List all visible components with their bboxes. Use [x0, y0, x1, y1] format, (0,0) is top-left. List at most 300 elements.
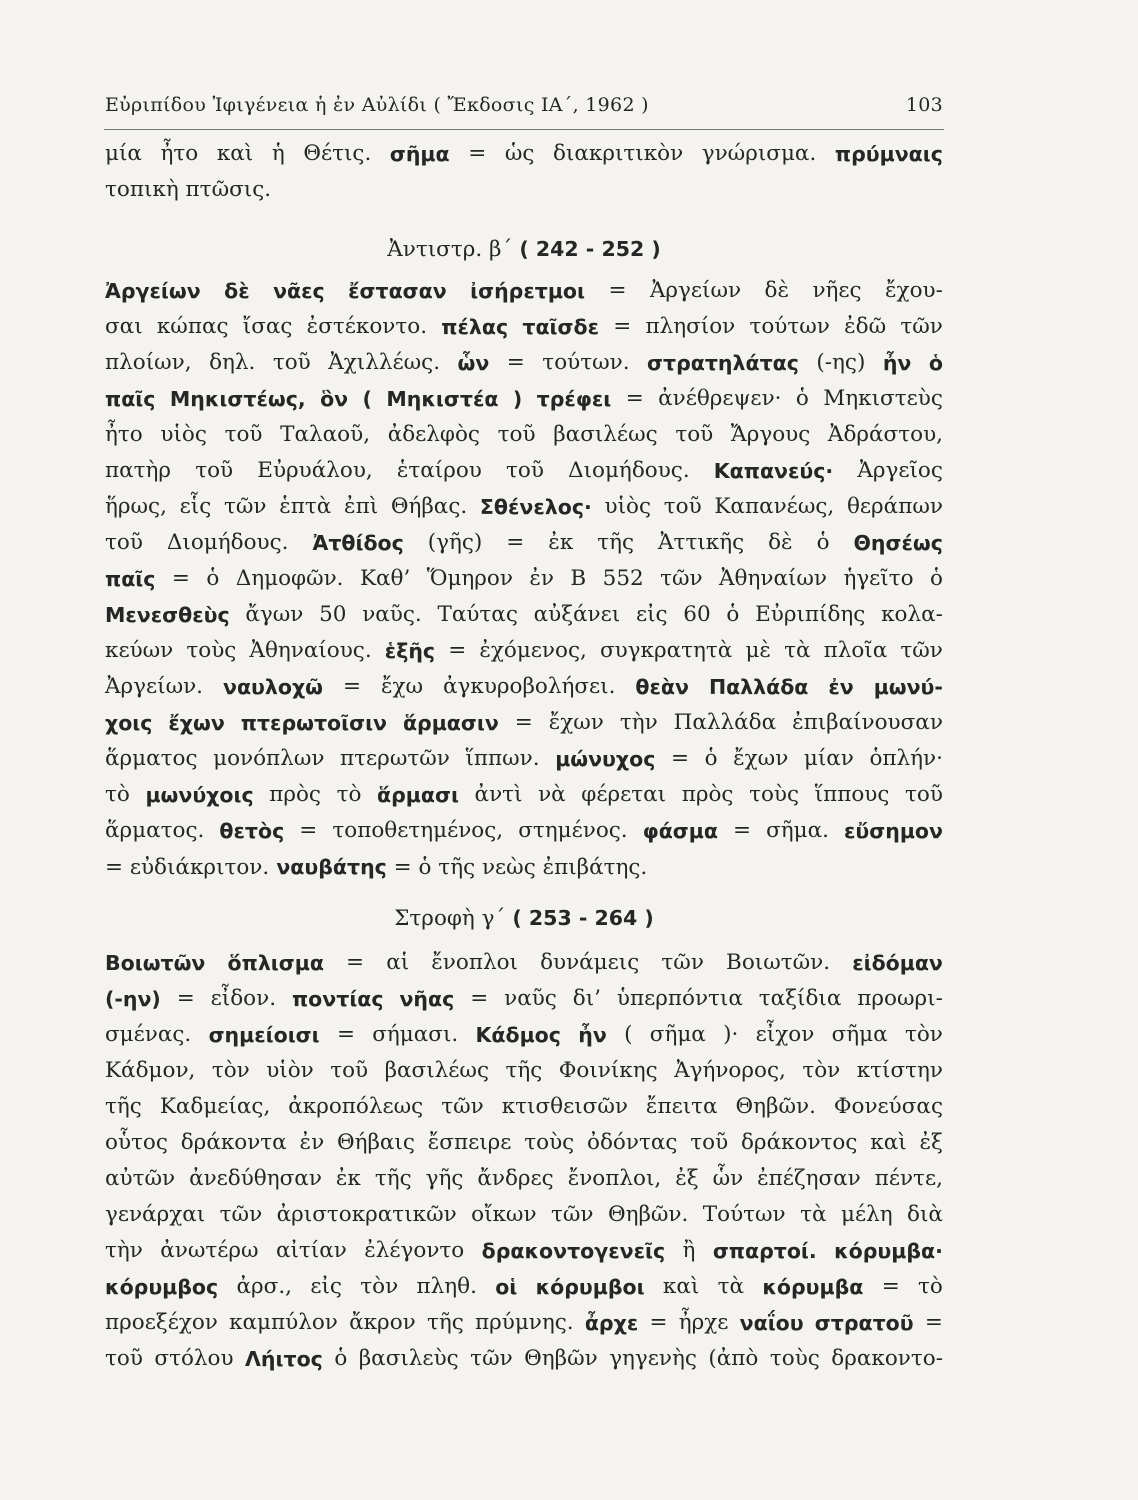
word: ἔπειτα	[645, 1094, 718, 1119]
bold-lemma: Μενεσθεὺς	[105, 603, 230, 627]
word: ἄγων	[245, 602, 304, 627]
bold-lemma: ἦν	[578, 1023, 607, 1047]
word: τοὺς	[186, 638, 237, 663]
word: τῶν	[219, 1202, 263, 1227]
word: Καδμείας,	[159, 1094, 271, 1119]
word: τοῦ	[506, 458, 544, 483]
word: ἐξ	[675, 1166, 699, 1191]
word: πρὸς	[681, 782, 734, 807]
word: Εὐριπίδης	[755, 602, 866, 627]
word: τοῦ	[330, 1058, 369, 1083]
word: τοῦ	[663, 494, 702, 519]
word: τὸν	[211, 1058, 250, 1083]
word: Διομήδους.	[568, 458, 690, 483]
word: Δημοφῶν.	[235, 566, 344, 591]
bold-lemma: ἅρμασι	[377, 783, 459, 807]
text-line	[105, 813, 943, 849]
word: καὶ	[870, 1130, 907, 1155]
word: ἦρχε	[678, 1310, 729, 1335]
word: ἐκ	[548, 530, 574, 555]
word: μίαν	[803, 746, 854, 771]
word: ἡγεῖτο	[843, 566, 914, 591]
word: ἔνοπλοι,	[567, 1166, 662, 1191]
word: ἔχων	[548, 710, 604, 735]
word: οἴκων	[471, 1202, 537, 1227]
word: ἀνωτέρω	[160, 1238, 259, 1263]
bold-lemma: ὅπλισμα	[227, 951, 324, 975]
word: ἄνδρες	[477, 1166, 554, 1191]
word: ἀντὶ	[474, 782, 523, 807]
text-line	[105, 1053, 943, 1089]
word: εἶχον	[755, 1022, 815, 1047]
word: Β	[570, 566, 587, 591]
bold-lemma: Μηκιστέως,	[169, 387, 306, 411]
word: αἰτίαν	[275, 1238, 347, 1263]
word: τοποθετημένος,	[332, 818, 504, 843]
word: Καπανέως,	[714, 494, 835, 519]
word: προεξέχον	[105, 1310, 218, 1335]
page-number: 103	[905, 94, 943, 116]
word: Ὅμηρον	[426, 566, 513, 591]
text-line	[105, 309, 943, 345]
word: διακριτικὸν	[552, 141, 684, 166]
word: τῶν	[900, 638, 943, 663]
word: ἔχου-	[885, 278, 943, 303]
bold-lemma: μώνυχος	[555, 747, 656, 771]
word: ἔχων	[733, 746, 789, 771]
word: βασιλεὺς	[358, 1346, 459, 1371]
word: Βοιωτῶν.	[726, 950, 831, 975]
word: ἅρματος.	[105, 818, 205, 843]
word: Θήβαις	[336, 1130, 415, 1155]
word: =	[514, 710, 533, 735]
word: τὰ	[800, 1202, 827, 1227]
word: 552	[602, 566, 644, 591]
word: =	[506, 350, 525, 375]
word: δράκοντα	[180, 1130, 287, 1155]
word: τὰ	[784, 638, 811, 663]
text-line	[105, 1089, 943, 1125]
word: νὰ	[538, 782, 566, 807]
word: μία	[105, 141, 142, 166]
word: =	[625, 386, 644, 411]
word: τῆς	[505, 1058, 543, 1083]
word: τοῦ	[497, 422, 536, 447]
word: γενάρχαι	[105, 1202, 206, 1227]
bold-lemma: ναυλοχῶ	[223, 675, 323, 699]
word: =	[176, 986, 195, 1011]
text-line	[105, 1017, 943, 1053]
bold-lemma: Σθένελος·	[479, 495, 592, 519]
word: δυνάμεις	[540, 950, 640, 975]
word: Ἀργείων.	[105, 674, 204, 699]
bold-lemma: παῖς	[105, 567, 156, 591]
bold-lemma: κόρυμβος	[105, 1275, 219, 1299]
text-line	[105, 417, 943, 453]
word: φέρεται	[581, 782, 667, 807]
text-line	[105, 172, 943, 208]
word: τούτων.	[542, 350, 630, 375]
bold-lemma: ( 242 - 252 )	[519, 237, 661, 261]
word: τῆς	[426, 1310, 464, 1335]
bold-lemma: εὔσημον	[844, 819, 943, 843]
bold-lemma: στρατηλάτας	[647, 351, 799, 375]
word: σῆμα	[831, 1022, 888, 1047]
bold-lemma: πτερωτοῖσιν	[240, 711, 388, 735]
word: ἥρως,	[105, 494, 167, 519]
word: =	[649, 1310, 668, 1335]
word: =	[506, 530, 525, 555]
bold-lemma: (	[362, 387, 372, 411]
word: πρύμνης.	[474, 1310, 574, 1335]
word: ἑταίρου	[396, 458, 482, 483]
word: =	[171, 566, 190, 591]
word: τοῦ	[105, 530, 143, 555]
word: =	[881, 1274, 900, 1299]
word: δι’	[572, 986, 601, 1011]
text-line	[105, 489, 943, 525]
bold-lemma: Ἀτθίδος	[312, 531, 404, 555]
word: καὶ	[216, 141, 254, 166]
bold-lemma: ναυβάτης	[276, 855, 387, 879]
word: Ἀχιλλέως.	[328, 350, 441, 375]
text-line	[105, 1233, 943, 1269]
word: Μηκιστεὺς	[823, 386, 943, 411]
text-line	[105, 981, 943, 1017]
word: Θηβῶν.	[607, 1202, 689, 1227]
word: τῶν	[661, 950, 704, 975]
text-line	[105, 345, 943, 381]
text-line	[105, 381, 943, 417]
word: στόλου	[154, 1346, 234, 1371]
word: ὁ	[816, 530, 830, 555]
word: ἀρσ.,	[236, 1274, 292, 1299]
word: τῶν	[660, 566, 703, 591]
word: τὸ	[336, 782, 362, 807]
bold-lemma: ἆρχε	[584, 1311, 639, 1335]
bold-lemma: σπαρτοί.	[712, 1239, 817, 1263]
word: κώπας	[156, 314, 229, 339]
word: πλοίων,	[105, 350, 192, 375]
word: ναῦς.	[362, 602, 422, 627]
bold-lemma: πέλας	[441, 315, 509, 339]
word: μὲ	[745, 638, 771, 663]
word: πατὴρ	[105, 458, 172, 483]
bold-lemma: οἱ	[495, 1275, 518, 1299]
bold-lemma: Ἀργείων	[105, 279, 201, 303]
word: δὲ	[768, 530, 793, 555]
word: =	[468, 141, 487, 166]
word: τοῦ	[272, 350, 311, 375]
bold-lemma: Λήιτος	[245, 1347, 323, 1371]
word: Φονεύσας	[833, 1094, 943, 1119]
bold-lemma: δρακοντογενεῖς	[481, 1239, 666, 1263]
word: υἱὸς	[604, 494, 652, 519]
bold-lemma: ταῖσδε	[522, 315, 599, 339]
word: Παλλάδα	[673, 710, 777, 735]
word: =	[670, 746, 689, 771]
word: =	[299, 818, 318, 843]
word: )·	[723, 1022, 739, 1047]
word: κτίστην	[856, 1058, 943, 1083]
word: τὴν	[105, 1238, 143, 1263]
word: τῶν	[900, 314, 943, 339]
word: εἶδον.	[210, 986, 277, 1011]
word: (γῆς)	[427, 530, 483, 555]
bold-lemma: ποντίας	[291, 987, 384, 1011]
word: στημένος.	[518, 818, 628, 843]
word: Φοινίκης	[558, 1058, 658, 1083]
bold-lemma: ὃν	[320, 387, 349, 411]
bold-lemma: μωνύ-	[873, 675, 943, 699]
word: ἡ	[271, 141, 285, 166]
bold-lemma: τρέφει	[536, 387, 612, 411]
word: Θηβῶν.	[735, 1094, 816, 1119]
word: Ταλαοῦ,	[280, 422, 371, 447]
text-segment: τοπικὴ πτῶσις.	[105, 177, 272, 202]
word: οὗτος	[105, 1130, 168, 1155]
text-line	[105, 705, 943, 741]
word: προωρι-	[857, 986, 943, 1011]
word: τὴν	[619, 710, 658, 735]
word: (-ης)	[816, 350, 866, 375]
word: ὁ	[334, 1346, 348, 1371]
bold-lemma: χοις	[105, 711, 153, 735]
word: Καθ’	[359, 566, 411, 591]
word: σῆμα	[649, 1022, 706, 1047]
word: δὲ	[764, 278, 789, 303]
bold-lemma: νῆας	[399, 987, 455, 1011]
word: εἷς	[179, 494, 212, 519]
bold-lemma: ( 253 - 264 )	[512, 906, 654, 930]
bold-lemma: δὲ	[224, 279, 250, 303]
word: Τούτων	[702, 1202, 786, 1227]
word: ἢ	[682, 1238, 696, 1263]
word: =	[448, 638, 467, 663]
word: τοῦ	[690, 1130, 729, 1155]
word: ἔσπειρε	[427, 1130, 512, 1155]
word: 50	[319, 602, 347, 627]
word: τῆς	[597, 530, 635, 555]
text-line	[105, 1305, 943, 1341]
word: τοῦ	[224, 422, 263, 447]
text-line	[105, 1197, 943, 1233]
text-line	[105, 273, 943, 309]
bold-lemma: Κάδμος	[475, 1023, 561, 1047]
word: ὀδόντας	[587, 1130, 678, 1155]
word: κεύων	[105, 638, 174, 663]
bold-lemma: ἑξῆς	[384, 639, 436, 663]
bold-lemma: θετὸς	[219, 819, 285, 843]
bold-lemma: ἦν	[882, 351, 912, 375]
word: =	[470, 986, 489, 1011]
text-line	[105, 669, 943, 705]
word: Θήβας.	[390, 494, 468, 519]
word: ναῦς	[504, 986, 557, 1011]
word: τῶν	[441, 1094, 484, 1119]
word: σμένας.	[105, 1022, 192, 1047]
word: σήμασι.	[372, 1022, 459, 1047]
bold-lemma: ἔστασαν	[348, 279, 447, 303]
bold-lemma: Καπανεύς·	[713, 459, 834, 483]
text-segment: Ἀντιστρ. β΄	[387, 237, 513, 262]
bold-lemma: νᾶες	[273, 279, 325, 303]
word: τοῦ	[905, 782, 943, 807]
word: ἄκρον	[349, 1310, 416, 1335]
word: αὐτῶν	[105, 1166, 176, 1191]
word: ἀνεδύθησαν	[189, 1166, 322, 1191]
word: τοὺς	[769, 1346, 820, 1371]
word: =	[924, 1310, 943, 1335]
text-line	[105, 1269, 943, 1305]
text-line	[105, 945, 943, 981]
word: εἰς	[635, 602, 668, 627]
bold-lemma: μωνύχοις	[145, 783, 254, 807]
word: τὸν	[904, 1022, 943, 1047]
word: τοὺς	[749, 782, 800, 807]
word: βασιλέως	[384, 1058, 489, 1083]
word: ἐδῶ	[844, 314, 887, 339]
bold-lemma: ἅρμασιν	[402, 711, 499, 735]
word: γῆς	[425, 1166, 464, 1191]
word: ἐπιβαίνουσαν	[792, 710, 943, 735]
bold-lemma: ἐν	[828, 675, 854, 699]
bold-lemma: Θησέως	[853, 531, 943, 555]
word: τούτων	[749, 314, 830, 339]
word: ὁ	[704, 746, 718, 771]
word: τοῦ	[105, 1346, 143, 1371]
word: τῶν	[470, 1346, 513, 1371]
word: καμπύλον	[229, 1310, 338, 1335]
bold-lemma: Παλλάδα	[708, 675, 809, 699]
text-line	[105, 777, 943, 813]
word: τὸν	[802, 1058, 841, 1083]
text-segment: = ὁ τῆς νεὼς ἐπιβάτης.	[393, 855, 648, 880]
word: (ἀπὸ	[708, 1346, 759, 1371]
text-segment: = εὐδιάκριτον.	[105, 855, 270, 880]
header-rule	[104, 129, 944, 130]
word: ἐχόμενος,	[479, 638, 587, 663]
word: Εὐρυάλου,	[257, 458, 373, 483]
bold-lemma: θεὰν	[635, 675, 689, 699]
bold-lemma: στρατοῦ	[814, 1311, 914, 1335]
word: πληθ.	[416, 1274, 477, 1299]
word: τὸ	[918, 1274, 943, 1299]
text-line	[105, 1341, 943, 1377]
word: ἐπὶ	[344, 494, 379, 519]
word: καὶ	[662, 1274, 700, 1299]
word: Διομήδους.	[166, 530, 289, 555]
word: υἱὸς	[160, 422, 207, 447]
word: ἐστέκοντο.	[306, 314, 428, 339]
word: πλοῖα	[823, 638, 888, 663]
word: ὁ	[930, 566, 943, 591]
text-line	[105, 633, 943, 669]
word: Ἀδράστου,	[827, 422, 943, 447]
word: τὸν	[360, 1274, 399, 1299]
bold-lemma: εἰδόμαν	[852, 951, 943, 975]
word: ἀριστοκρατικῶν	[276, 1202, 457, 1227]
word: τῆς	[105, 1094, 142, 1119]
word: ἀδελφὸς	[387, 422, 480, 447]
bold-lemma: ἔχων	[168, 711, 225, 735]
word: δηλ.	[209, 350, 256, 375]
word: ὑπερπόντια	[616, 986, 743, 1011]
text-line	[105, 597, 943, 633]
word: ὁ	[206, 566, 220, 591]
word: Θηβῶν	[524, 1346, 598, 1371]
word: ὁ	[726, 602, 740, 627]
word: Ἀθηναίους.	[249, 638, 372, 663]
word: εἰς	[310, 1274, 342, 1299]
word: πέντε,	[874, 1166, 943, 1191]
word: τῶν	[551, 1202, 594, 1227]
word: ἔχω	[380, 674, 424, 699]
word: τοῦ	[675, 422, 714, 447]
word: συγκρατητὰ	[599, 638, 733, 663]
bold-lemma: ναΐου	[739, 1311, 804, 1335]
word: κολα-	[881, 602, 943, 627]
word: ταξίδια	[758, 986, 842, 1011]
text-line	[105, 849, 943, 885]
word: ἐλέγοντο	[364, 1238, 465, 1263]
word: Ἀργείων	[649, 278, 742, 303]
text-line	[105, 453, 943, 489]
word: ἅρματος	[105, 746, 198, 771]
word: ἐν	[299, 1130, 325, 1155]
word: =	[346, 950, 365, 975]
word: ἐν	[529, 566, 554, 591]
word: ὁ	[795, 386, 809, 411]
word: ἦτο	[160, 141, 199, 166]
word: ἀκροπόλεως	[288, 1094, 424, 1119]
word: ἔνοπλοι	[431, 950, 518, 975]
bold-lemma: παῖς	[105, 387, 156, 411]
bold-lemma: ἰσήρετμοι	[470, 279, 585, 303]
word: ἦτο	[105, 422, 143, 447]
word: Ἀγήνορος,	[674, 1058, 786, 1083]
word: βασιλέως	[553, 422, 658, 447]
word: σῆμα.	[766, 818, 829, 843]
bold-lemma: σῆμα	[389, 142, 450, 166]
word: Κάδμον,	[105, 1058, 196, 1083]
word: =	[342, 674, 361, 699]
word: τῶν	[224, 494, 267, 519]
word: γνώρισμα.	[701, 141, 817, 166]
text-line	[105, 136, 943, 172]
bold-lemma: ὁ	[928, 351, 943, 375]
word: τὰ	[717, 1274, 745, 1299]
word: πτερωτῶν	[340, 746, 450, 771]
word: ἐξ	[919, 1130, 943, 1155]
word: ὁπλήν·	[869, 746, 943, 771]
section-heading	[105, 900, 943, 936]
text-line	[105, 525, 943, 561]
word: ἴσας	[242, 314, 293, 339]
text-line	[105, 1125, 943, 1161]
word: αὐξάνει	[533, 602, 621, 627]
text-line	[105, 561, 943, 597]
word: δρακοντο-	[831, 1346, 943, 1371]
running-title: Εὐριπίδου Ἰφιγένεια ἡ ἐν Αὐλίδι ( Ἔκδοσις ΙΑ΄, 1962 )	[105, 94, 649, 116]
word: ἑπτὰ	[279, 494, 332, 519]
bold-lemma: κόρυμβοι	[535, 1275, 645, 1299]
bold-lemma: κόρυμβα·	[834, 1239, 943, 1263]
text-segment: Στροφὴ γ΄	[394, 906, 506, 931]
word: τῆς	[374, 1166, 412, 1191]
word: νῆες	[812, 278, 862, 303]
word: Ἀθηναίων	[719, 566, 828, 591]
